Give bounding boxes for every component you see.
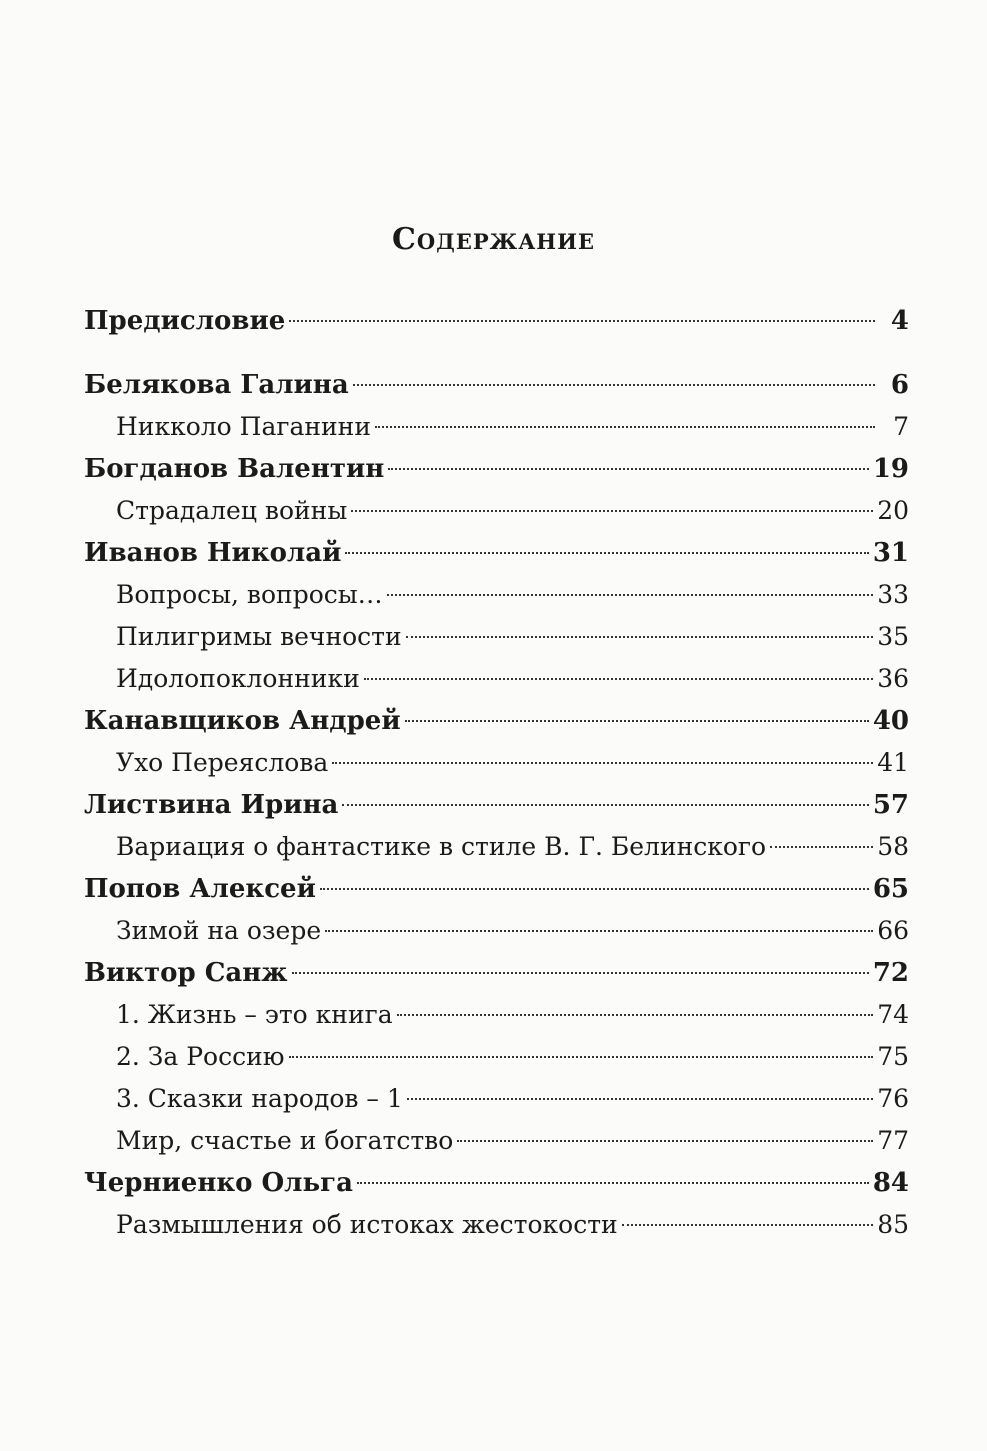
toc-entry-label: 2. За Россию [116, 1042, 285, 1071]
toc-entry-label: 3. Сказки народов – 1 [116, 1084, 403, 1113]
toc-work-entry [84, 1036, 909, 1078]
toc-work-entry [84, 574, 909, 616]
toc-entry-label: Вариация о фантастике в стиле В. Г. Белинского [116, 832, 767, 861]
toc-author-entry [84, 532, 909, 574]
dot-leader [375, 426, 875, 428]
toc-author-entry [84, 784, 909, 826]
dot-leader [770, 846, 873, 848]
toc-author-entry [84, 700, 909, 742]
dot-leader [364, 678, 873, 680]
toc-page-number: 57 [872, 790, 909, 820]
toc-entry-label: Вопросы, вопросы… [116, 580, 383, 609]
toc-page-number: 66 [877, 916, 909, 945]
table-of-contents [84, 300, 909, 1246]
toc-page-number: 75 [877, 1042, 909, 1071]
dot-leader [622, 1224, 874, 1226]
toc-entry-label: Канавщиков Андрей [84, 706, 401, 736]
toc-author-entry [84, 952, 909, 994]
toc-author-entry [84, 448, 909, 490]
dot-leader [351, 510, 873, 512]
dot-leader [332, 762, 873, 764]
toc-page-number: 85 [877, 1210, 909, 1239]
toc-entry-label: Белякова Галина [84, 370, 349, 400]
dot-leader [320, 888, 869, 890]
toc-entry-label: Черниенко Ольга [84, 1168, 353, 1198]
toc-work-entry [84, 1204, 909, 1246]
toc-entry-label: Попов Алексей [84, 874, 316, 904]
toc-work-entry [84, 910, 909, 952]
toc-work-entry [84, 994, 909, 1036]
toc-entry-label: Ухо Переяслова [116, 748, 329, 777]
toc-entry-label: Иванов Николай [84, 538, 342, 568]
dot-leader [388, 468, 869, 470]
toc-entry-label: Зимой на озере [116, 916, 322, 945]
toc-author-entry [84, 868, 909, 910]
toc-page-number: 19 [872, 454, 909, 484]
toc-page-number: 41 [877, 748, 909, 777]
toc-author-entry [84, 300, 909, 342]
toc-page-number: 77 [877, 1126, 909, 1155]
toc-entry-label: Листвина Ирина [84, 790, 339, 820]
toc-page-number: 7 [893, 412, 909, 441]
toc-entry-label: Богданов Валентин [84, 454, 385, 484]
toc-work-entry [84, 1120, 909, 1162]
toc-work-entry [84, 826, 909, 868]
toc-author-entry [84, 1162, 909, 1204]
toc-entry-label: Пилигримы вечности [116, 622, 402, 651]
dot-leader [325, 930, 873, 932]
dot-leader [353, 384, 875, 386]
toc-work-entry [84, 406, 909, 448]
toc-page-number: 76 [877, 1084, 909, 1113]
toc-page-number: 33 [877, 580, 909, 609]
toc-entry-label: Идолопоклонники [116, 664, 360, 693]
toc-entry-label: Никколо Паганини [116, 412, 372, 441]
toc-entry-label: Мир, счастье и богатство [116, 1126, 454, 1155]
toc-page-number: 31 [872, 538, 909, 568]
toc-page-number: 6 [890, 370, 909, 400]
toc-work-entry [84, 658, 909, 700]
toc-entry-label: Размышления об истоках жестокости [116, 1210, 618, 1239]
toc-author-entry [84, 364, 909, 406]
dot-leader [457, 1140, 873, 1142]
dot-leader [289, 320, 875, 322]
toc-entry-label: Виктор Санж [84, 958, 288, 988]
dot-leader [289, 1056, 874, 1058]
toc-page-number: 84 [872, 1168, 909, 1198]
toc-work-entry [84, 490, 909, 532]
dot-leader [292, 972, 869, 974]
toc-page-number: 35 [877, 622, 909, 651]
dot-leader [345, 552, 868, 554]
dot-leader [357, 1182, 869, 1184]
toc-work-entry [84, 616, 909, 658]
toc-page-number: 20 [877, 496, 909, 525]
dot-leader [387, 594, 874, 596]
toc-work-entry [84, 1078, 909, 1120]
dot-leader [405, 720, 869, 722]
toc-page-number: 4 [890, 306, 909, 336]
toc-work-entry [84, 742, 909, 784]
toc-entry-label: 1. Жизнь – это книга [116, 1000, 393, 1029]
toc-page-number: 36 [877, 664, 909, 693]
toc-page-number: 74 [877, 1000, 909, 1029]
toc-page-number: 40 [872, 706, 909, 736]
dot-leader [407, 1098, 873, 1100]
dot-leader [397, 1014, 874, 1016]
page-title: Содержание [392, 222, 595, 257]
dot-leader [406, 636, 874, 638]
toc-page-number: 65 [872, 874, 909, 904]
dot-leader [342, 804, 868, 806]
toc-entry-label: Предисловие [84, 306, 286, 336]
toc-entry-label: Страдалец войны [116, 496, 348, 525]
toc-page-number: 72 [872, 958, 909, 988]
toc-page-number: 58 [877, 832, 909, 861]
